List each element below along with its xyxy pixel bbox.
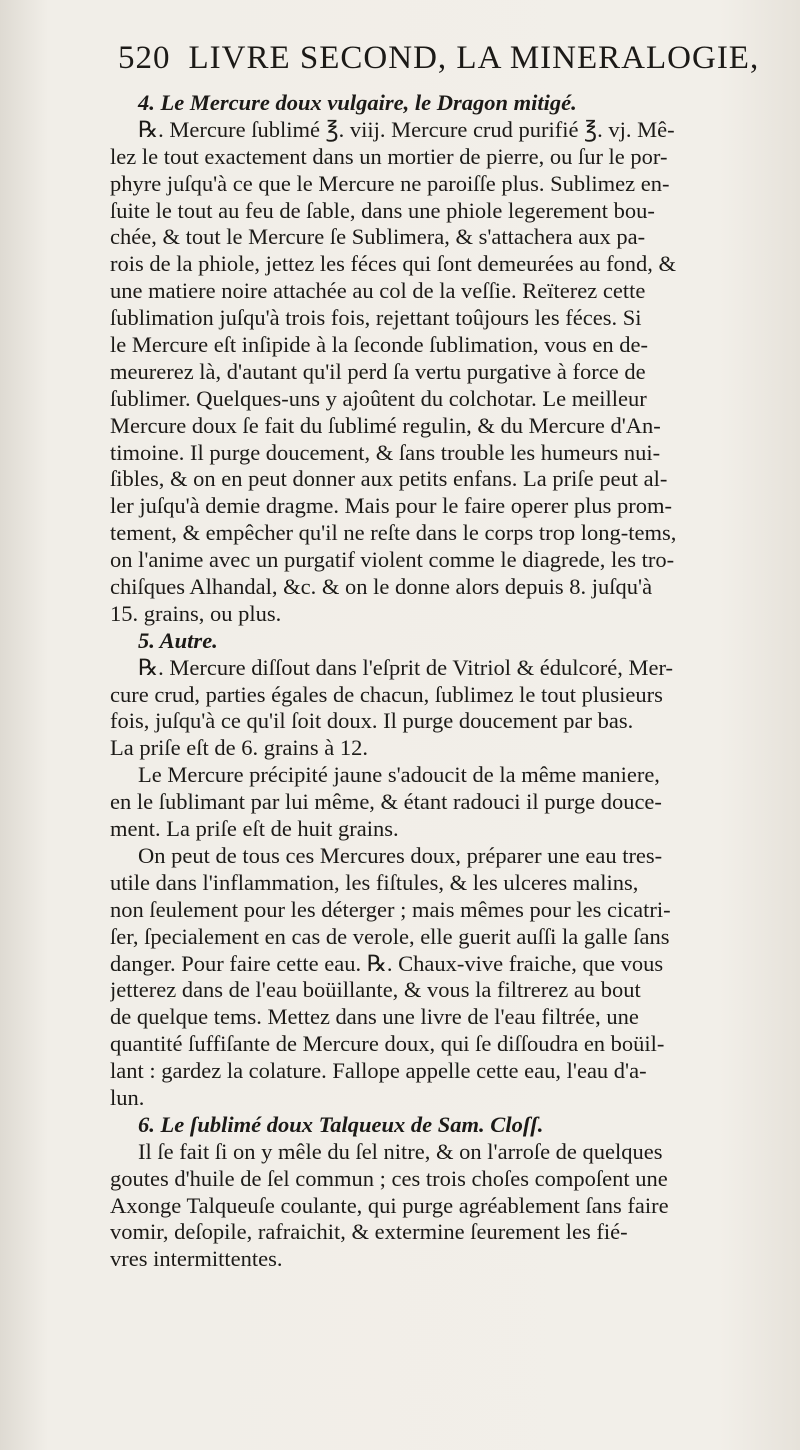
- page-number: 520: [118, 40, 171, 76]
- text-line: vres intermittentes.: [110, 1246, 283, 1272]
- text-line: lant : gardez la colature. Fallope appelle cette eau, l'eau d'a-: [110, 1058, 647, 1084]
- text-line: Axonge Talqueuſe coulante, qui purge agréablement ſans faire: [110, 1192, 669, 1218]
- text-line: ſublimer. Quelques-uns y ajoûtent du colchotar. Le meilleur: [110, 385, 647, 411]
- text-line: Le Mercure précipité jaune s'adoucit de la même maniere,: [138, 762, 660, 788]
- text-line: fois, juſqu'à ce qu'il ſoit doux. Il purge doucement par bas.: [110, 708, 634, 734]
- text-line: quantité ſuffiſante de Mercure doux, qui ſe diſſoudra en boüil-: [110, 1031, 665, 1057]
- page-body-text: [110, 90, 790, 1273]
- text-line: utile dans l'inflammation, les fiſtules, & les ulceres malins,: [110, 869, 639, 895]
- text-line: lez le tout exactement dans un mortier de pierre, ou ſur le por-: [110, 143, 668, 169]
- text-line: La priſe eſt de 6. grains à 12.: [110, 735, 369, 761]
- text-line: ſublimation juſqu'à trois fois, rejettant toûjours les féces. Si: [110, 305, 642, 331]
- text-line: ℞. Mercure ſublimé ℥. viij. Mercure crud purifié ℥. vj. Mê-: [138, 116, 675, 142]
- text-line: non ſeulement pour les déterger ; mais mêmes pour les cicatri-: [110, 896, 671, 922]
- text-line: ſer, ſpecialement en cas de verole, elle guerit auſſi la galle ſans: [110, 923, 670, 949]
- text-line: en le ſublimant par lui même, & étant radouci il purge douce-: [110, 789, 662, 815]
- text-line: vomir, deſopile, rafraichit, & extermine ſeurement les fié-: [110, 1219, 628, 1245]
- text-line: On peut de tous ces Mercures doux, préparer une eau tres-: [138, 842, 663, 868]
- text-line: Mercure doux ſe fait du ſublimé regulin, & du Mercure d'An-: [110, 412, 661, 438]
- text-line: rois de la phiole, jettez les féces qui ſont demeurées au fond, &: [110, 251, 677, 277]
- section-heading: 5. Autre.: [138, 627, 218, 653]
- text-line: Il ſe fait ſi on y mêle du ſel nitre, & on l'arroſe de quelques: [138, 1138, 663, 1164]
- running-header: [118, 40, 790, 90]
- text-line: tement, & empêcher qu'il ne reſte dans le corps trop long-tems,: [110, 520, 677, 546]
- text-line: chée, & tout le Mercure ſe Sublimera, & s'attachera aux pa-: [110, 224, 646, 250]
- section-heading: 4. Le Mercure doux vulgaire, le Dragon mitigé.: [138, 90, 577, 115]
- running-title: LIVRE SECOND, LA MINERALOGIE,: [188, 40, 760, 76]
- text-line: on l'anime avec un purgatif violent comme le diagrede, les tro-: [110, 547, 675, 573]
- text-line: goutes d'huile de ſel commun ; ces trois choſes compoſent une: [110, 1165, 668, 1191]
- text-line: cure crud, parties égales de chacun, ſublimez le tout plusieurs: [110, 681, 663, 707]
- text-line: ſibles, & on en peut donner aux petits enfans. La priſe peut al-: [110, 466, 668, 492]
- text-line: danger. Pour faire cette eau. ℞. Chaux-vive fraiche, que vous: [110, 950, 664, 976]
- text-line: ℞. Mercure diſſout dans l'eſprit de Vitriol & édulcoré, Mer-: [138, 654, 673, 680]
- text-line: jetterez dans de l'eau boüillante, & vous la filtrerez au bout: [110, 977, 641, 1003]
- text-line: une matiere noire attachée au col de la veſſie. Reïterez cette: [110, 278, 646, 304]
- text-line: lun.: [110, 1084, 145, 1110]
- text-line: de quelque tems. Mettez dans une livre de l'eau filtrée, une: [110, 1004, 639, 1030]
- text-line: chiſques Alhandal, &c. & on le donne alors depuis 8. juſqu'à: [110, 574, 653, 600]
- text-line: meurerez là, d'autant qu'il perd ſa vertu purgative à force de: [110, 358, 646, 384]
- section-heading: 6. Le ſublimé doux Talqueux de Sam. Cloſſ.: [138, 1111, 544, 1137]
- text-line: timoine. Il purge doucement, & ſans trouble les humeurs nui-: [110, 439, 661, 465]
- text-line: ler juſqu'à demie dragme. Mais pour le faire operer plus prom-: [110, 493, 672, 519]
- text-line: le Mercure eſt inſipide à la ſeconde ſublimation, vous en de-: [110, 332, 648, 358]
- text-line: 15. grains, ou plus.: [110, 600, 282, 626]
- text-line: ſuite le tout au feu de ſable, dans une phiole legerement bou-: [110, 197, 655, 223]
- text-line: phyre juſqu'à ce que le Mercure ne paroiſſe plus. Sublimez en-: [110, 170, 670, 196]
- text-line: ment. La priſe eſt de huit grains.: [110, 816, 399, 842]
